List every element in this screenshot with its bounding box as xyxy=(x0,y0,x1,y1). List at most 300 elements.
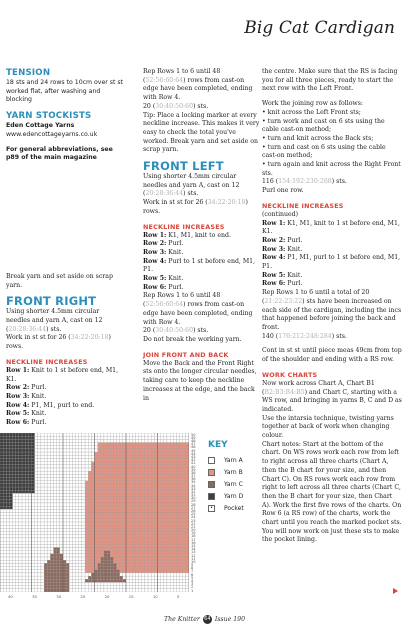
chart-cell xyxy=(154,449,157,452)
chart-cell xyxy=(82,458,85,461)
chart-cell xyxy=(9,586,12,589)
chart-cell xyxy=(35,560,38,563)
chart-cell xyxy=(161,439,164,442)
chart-cell xyxy=(98,519,101,522)
chart-cell xyxy=(186,455,189,458)
chart-cell xyxy=(13,433,16,436)
chart-cell xyxy=(54,538,57,541)
chart-cell xyxy=(129,547,132,550)
chart-cell xyxy=(3,535,6,538)
chart-cell xyxy=(126,544,129,547)
chart-cell xyxy=(95,471,98,474)
chart-cell xyxy=(6,519,9,522)
chart-cell xyxy=(57,452,60,455)
chart-cell xyxy=(110,513,113,516)
chart-cell xyxy=(32,452,35,455)
chart-cell xyxy=(0,500,3,503)
chart-cell xyxy=(47,551,50,554)
chart-cell xyxy=(161,579,164,582)
chart-cell xyxy=(170,528,173,531)
chart-cell xyxy=(0,446,3,449)
chart-cell xyxy=(161,506,164,509)
chart-cell xyxy=(186,509,189,512)
chart-cell xyxy=(82,567,85,570)
chart-cell xyxy=(72,487,75,490)
chart-cell xyxy=(82,465,85,468)
chart-cell xyxy=(63,439,66,442)
chart-cell xyxy=(135,433,138,436)
chart-cell xyxy=(50,449,53,452)
chart-cell xyxy=(72,493,75,496)
chart-cell xyxy=(16,490,19,493)
chart-cell xyxy=(104,443,107,446)
chart-cell xyxy=(164,547,167,550)
chart-cell xyxy=(38,535,41,538)
chart-cell xyxy=(76,471,79,474)
chart-cell xyxy=(183,582,186,585)
chart-cell xyxy=(16,487,19,490)
chart-cell xyxy=(3,487,6,490)
chart-cell xyxy=(167,579,170,582)
chart-cell xyxy=(117,579,120,582)
chart-cell xyxy=(28,516,31,519)
chart-cell xyxy=(161,563,164,566)
chart-cell xyxy=(132,579,135,582)
chart-cell xyxy=(170,455,173,458)
chart-cell xyxy=(126,541,129,544)
chart-cell xyxy=(154,576,157,579)
chart-cell xyxy=(164,465,167,468)
chart-cell xyxy=(183,458,186,461)
chart-cell xyxy=(95,576,98,579)
chart-cell xyxy=(98,484,101,487)
chart-cell xyxy=(63,452,66,455)
chart-cell xyxy=(135,582,138,585)
chart-cell xyxy=(113,547,116,550)
chart-cell xyxy=(154,462,157,465)
chart-cell xyxy=(54,458,57,461)
chart-cell xyxy=(63,582,66,585)
chart-cell xyxy=(41,497,44,500)
chart-cell xyxy=(63,465,66,468)
chart-cell xyxy=(148,582,151,585)
chart-cell xyxy=(82,547,85,550)
chart-cell xyxy=(145,506,148,509)
chart-cell xyxy=(167,528,170,531)
chart-cell xyxy=(82,579,85,582)
chart-cell xyxy=(183,474,186,477)
chart-cell xyxy=(76,446,79,449)
chart-cell xyxy=(158,570,161,573)
chart-cell xyxy=(82,525,85,528)
chart-cell xyxy=(129,522,132,525)
chart-cell xyxy=(22,570,25,573)
chart-cell xyxy=(132,509,135,512)
chart-cell xyxy=(72,446,75,449)
chart-cell xyxy=(35,525,38,528)
chart-cell xyxy=(123,433,126,436)
chart-cell xyxy=(142,519,145,522)
chart-cell xyxy=(47,547,50,550)
chart-cell xyxy=(151,551,154,554)
chart-cell xyxy=(28,509,31,512)
chart-cell xyxy=(110,443,113,446)
chart-cell xyxy=(180,474,183,477)
chart-cell xyxy=(95,458,98,461)
chart-cell xyxy=(50,443,53,446)
chart-cell xyxy=(41,468,44,471)
chart-cell xyxy=(158,471,161,474)
chart-cell xyxy=(142,535,145,538)
chart-cell xyxy=(79,439,82,442)
chart-cell xyxy=(110,589,113,592)
chart-cell xyxy=(176,525,179,528)
chart-cell xyxy=(13,519,16,522)
chart-cell xyxy=(91,446,94,449)
chart-cell xyxy=(76,570,79,573)
chart-cell xyxy=(98,465,101,468)
chart-cell xyxy=(66,471,69,474)
chart-cell xyxy=(142,570,145,573)
chart-cell xyxy=(44,436,47,439)
chart-cell xyxy=(151,446,154,449)
chart-cell xyxy=(28,563,31,566)
chart-cell xyxy=(6,455,9,458)
chart-cell xyxy=(107,532,110,535)
chart-cell xyxy=(54,433,57,436)
chart-cell xyxy=(117,484,120,487)
chart-cell xyxy=(158,576,161,579)
chart-cell xyxy=(164,570,167,573)
chart-cell xyxy=(69,471,72,474)
chart-cell xyxy=(158,458,161,461)
chart-cell xyxy=(38,544,41,547)
chart-cell xyxy=(148,528,151,531)
chart-cell xyxy=(9,538,12,541)
chart-cell xyxy=(13,513,16,516)
chart-cell xyxy=(120,570,123,573)
chart-cell xyxy=(161,573,164,576)
chart-cell xyxy=(132,487,135,490)
chart-cell xyxy=(47,541,50,544)
chart-cell xyxy=(82,478,85,481)
chart-cell xyxy=(120,436,123,439)
chart-cell xyxy=(28,478,31,481)
chart-cell xyxy=(117,458,120,461)
chart-cell xyxy=(28,465,31,468)
chart-cell xyxy=(44,462,47,465)
chart-cell xyxy=(76,554,79,557)
chart-cell xyxy=(19,567,22,570)
chart-cell xyxy=(170,544,173,547)
chart-cell xyxy=(32,570,35,573)
chart-cell xyxy=(101,547,104,550)
chart-cell xyxy=(32,458,35,461)
chart-cell xyxy=(57,462,60,465)
chart-cell xyxy=(16,560,19,563)
chart-cell xyxy=(183,532,186,535)
chart-cell xyxy=(117,538,120,541)
chart-cell xyxy=(57,503,60,506)
chart-cell xyxy=(180,446,183,449)
chart-cell xyxy=(186,554,189,557)
chart-cell xyxy=(142,586,145,589)
chart-cell xyxy=(28,503,31,506)
chart-cell xyxy=(85,493,88,496)
chart-cell xyxy=(132,481,135,484)
chart-cell xyxy=(16,474,19,477)
chart-cell xyxy=(63,579,66,582)
chart-cell xyxy=(170,541,173,544)
chart-cell xyxy=(35,522,38,525)
chart-cell xyxy=(120,560,123,563)
chart-cell xyxy=(129,452,132,455)
chart-cell xyxy=(19,497,22,500)
chart-cell xyxy=(76,582,79,585)
chart-cell xyxy=(132,436,135,439)
chart-cell xyxy=(173,563,176,566)
chart-cell xyxy=(170,503,173,506)
chart-cell xyxy=(3,582,6,585)
chart-cell xyxy=(95,535,98,538)
chart-cell xyxy=(60,465,63,468)
chart-cell xyxy=(47,462,50,465)
chart-cell xyxy=(41,554,44,557)
chart-cell xyxy=(158,462,161,465)
chart-cell xyxy=(95,567,98,570)
chart-cell xyxy=(104,538,107,541)
chart-cell xyxy=(120,490,123,493)
chart-cell xyxy=(54,500,57,503)
chart-cell xyxy=(117,541,120,544)
chart-cell xyxy=(25,449,28,452)
chart-cell xyxy=(82,522,85,525)
chart-cell xyxy=(176,528,179,531)
chart-cell xyxy=(151,468,154,471)
chart-cell xyxy=(161,519,164,522)
chart-cell xyxy=(95,506,98,509)
chart-cell xyxy=(16,544,19,547)
chart-cell xyxy=(180,522,183,525)
chart-cell xyxy=(161,478,164,481)
chart-cell xyxy=(41,582,44,585)
chart-cell xyxy=(25,570,28,573)
chart-cell xyxy=(66,509,69,512)
chart-cell xyxy=(186,560,189,563)
chart-cell xyxy=(85,522,88,525)
chart-cell xyxy=(85,567,88,570)
chart-cell xyxy=(123,535,126,538)
chart-cell xyxy=(176,509,179,512)
chart-cell xyxy=(69,439,72,442)
chart-cell xyxy=(72,522,75,525)
chart-cell xyxy=(28,446,31,449)
chart-cell xyxy=(32,544,35,547)
chart-cell xyxy=(38,500,41,503)
repeat-text-2: Rep Rows 1 to 6 until 48 (52:56:60:64) rows from cast-on edge have been completed, ending with Row 4. xyxy=(143,292,253,326)
chart-cell xyxy=(110,493,113,496)
chart-cell xyxy=(123,458,126,461)
chart-cell xyxy=(13,443,16,446)
chart-cell xyxy=(167,570,170,573)
stockist-url[interactable]: www.edencottageyarns.co.uk xyxy=(6,130,98,138)
chart-cell xyxy=(113,484,116,487)
chart-cell xyxy=(142,516,145,519)
chart-cell xyxy=(57,513,60,516)
chart-cell xyxy=(54,490,57,493)
tension-heading: TENSION xyxy=(6,68,51,78)
chart-cell xyxy=(183,525,186,528)
chart-cell xyxy=(41,478,44,481)
chart-cell xyxy=(0,449,3,452)
chart-cell xyxy=(32,462,35,465)
chart-cell xyxy=(126,500,129,503)
chart-cell xyxy=(186,541,189,544)
chart-cell xyxy=(82,506,85,509)
chart-cell xyxy=(158,503,161,506)
chart-cell xyxy=(107,487,110,490)
chart-cell xyxy=(16,525,19,528)
chart-cell xyxy=(35,554,38,557)
chart-cell xyxy=(3,478,6,481)
chart-cell xyxy=(69,462,72,465)
chart-cell xyxy=(25,589,28,592)
chart-cell xyxy=(173,436,176,439)
chart-cell xyxy=(120,538,123,541)
chart-cell xyxy=(135,573,138,576)
chart-cell xyxy=(126,513,129,516)
chart-cell xyxy=(129,455,132,458)
chart-cell xyxy=(57,589,60,592)
chart-cell xyxy=(76,462,79,465)
chart-cell xyxy=(167,439,170,442)
chart-cell xyxy=(47,439,50,442)
chart-cell xyxy=(183,506,186,509)
chart-cell xyxy=(50,516,53,519)
chart-cell xyxy=(0,519,3,522)
chart-cell xyxy=(82,462,85,465)
chart-cell xyxy=(104,589,107,592)
chart-cell xyxy=(22,560,25,563)
chart-cell xyxy=(110,500,113,503)
chart-cell xyxy=(41,471,44,474)
chart-cell xyxy=(180,449,183,452)
chart-cell xyxy=(170,516,173,519)
chart-cell xyxy=(22,478,25,481)
chart-cell xyxy=(164,519,167,522)
chart-cell xyxy=(41,484,44,487)
chart-cell xyxy=(22,474,25,477)
chart-cell xyxy=(91,458,94,461)
chart-cell xyxy=(69,436,72,439)
chart-cell xyxy=(9,468,12,471)
chart-cell xyxy=(50,589,53,592)
chart-cell xyxy=(126,468,129,471)
chart-cell xyxy=(57,458,60,461)
chart-cell xyxy=(95,513,98,516)
chart-cell xyxy=(66,567,69,570)
chart-cell xyxy=(148,538,151,541)
chart-cell xyxy=(180,436,183,439)
chart-cell xyxy=(72,541,75,544)
chart-cell xyxy=(54,443,57,446)
chart-cell xyxy=(139,449,142,452)
chart-cell xyxy=(0,516,3,519)
chart-cell xyxy=(0,493,3,496)
chart-cell xyxy=(167,433,170,436)
chart-cell xyxy=(13,573,16,576)
chart-cell xyxy=(66,500,69,503)
chart-cell xyxy=(110,465,113,468)
chart-cell xyxy=(151,573,154,576)
chart-cell xyxy=(9,589,12,592)
chart-cell xyxy=(117,449,120,452)
chart-cell xyxy=(170,458,173,461)
chart-cell xyxy=(98,513,101,516)
chart-cell xyxy=(117,465,120,468)
chart-cell xyxy=(154,528,157,531)
chart-cell xyxy=(35,567,38,570)
chart-cell xyxy=(142,458,145,461)
chart-cell xyxy=(25,538,28,541)
chart-cell xyxy=(91,497,94,500)
chart-cell xyxy=(9,519,12,522)
chart-cell xyxy=(170,497,173,500)
chart-cell xyxy=(54,541,57,544)
chart-cell xyxy=(38,497,41,500)
chart-cell xyxy=(38,538,41,541)
joining-step: • knit across the Left Front sts; xyxy=(262,108,361,116)
chart-cell xyxy=(123,465,126,468)
chart-cell xyxy=(76,509,79,512)
chart-cell xyxy=(98,586,101,589)
chart-cell xyxy=(123,573,126,576)
chart-cell xyxy=(180,551,183,554)
chart-cell xyxy=(3,449,6,452)
chart-cell xyxy=(126,443,129,446)
chart-cell xyxy=(41,487,44,490)
chart-cell xyxy=(123,474,126,477)
page-footer xyxy=(0,615,409,624)
chart-cell xyxy=(110,586,113,589)
key-item xyxy=(208,502,260,514)
chart-cell xyxy=(170,554,173,557)
chart-cell xyxy=(120,452,123,455)
chart-cell xyxy=(54,532,57,535)
chart-cell xyxy=(142,503,145,506)
chart-cell xyxy=(9,554,12,557)
chart-row-label: 39 xyxy=(191,467,196,472)
chart-cell xyxy=(88,579,91,582)
chart-cell xyxy=(110,570,113,573)
chart-cell xyxy=(107,503,110,506)
chart-cell xyxy=(176,497,179,500)
chart-cell xyxy=(85,433,88,436)
chart-cell xyxy=(16,458,19,461)
chart-cell xyxy=(148,516,151,519)
chart-cell xyxy=(151,478,154,481)
chart-cell xyxy=(180,538,183,541)
chart-cell xyxy=(85,487,88,490)
chart-cell xyxy=(176,439,179,442)
chart-cell xyxy=(167,458,170,461)
chart-cell xyxy=(3,439,6,442)
chart-cell xyxy=(57,576,60,579)
chart-cell xyxy=(76,522,79,525)
chart-cell xyxy=(60,506,63,509)
chart-cell xyxy=(117,506,120,509)
chart-cell xyxy=(35,551,38,554)
